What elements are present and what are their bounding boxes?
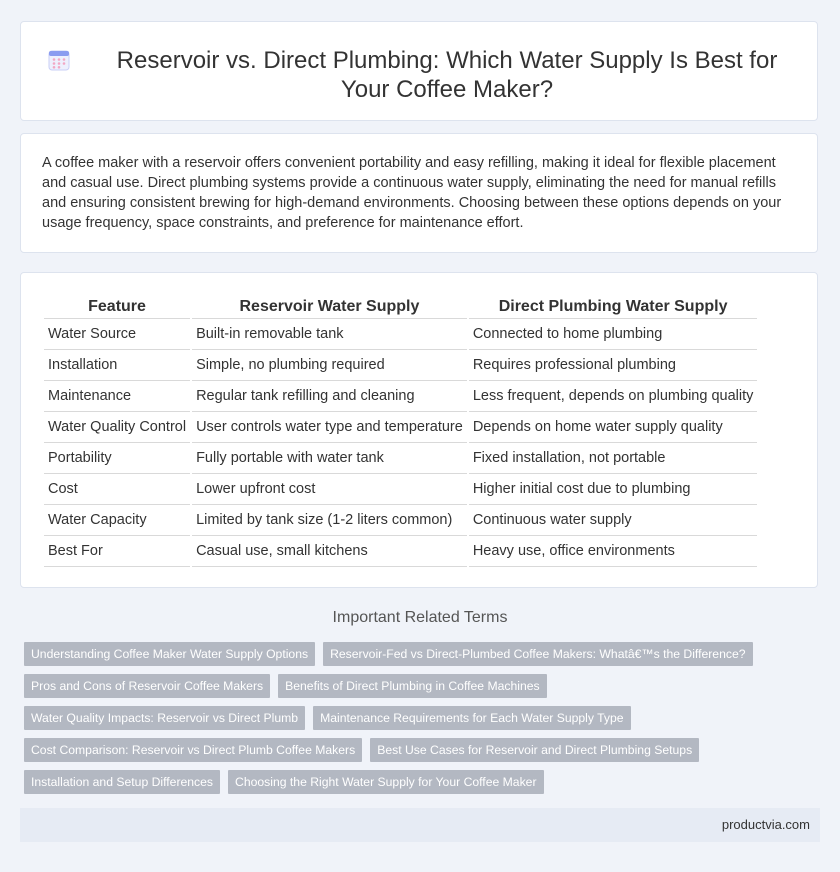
table-cell: User controls water type and temperature bbox=[192, 412, 467, 443]
table-row bbox=[44, 319, 757, 350]
intro-card bbox=[20, 133, 818, 253]
table-cell: Cost bbox=[44, 474, 190, 505]
table-cell: Less frequent, depends on plumbing quality bbox=[469, 381, 758, 412]
table-cell: Heavy use, office environments bbox=[469, 536, 758, 567]
comparison-table-card bbox=[20, 272, 818, 588]
footer bbox=[20, 808, 820, 842]
related-term-link[interactable]: Water Quality Impacts: Reservoir vs Direct Plumb bbox=[24, 706, 305, 730]
table-cell: Casual use, small kitchens bbox=[192, 536, 467, 567]
related-terms-heading: Important Related Terms bbox=[332, 609, 508, 626]
related-term-link[interactable]: Pros and Cons of Reservoir Coffee Makers bbox=[24, 674, 270, 698]
table-header-row bbox=[44, 296, 757, 319]
table-cell: Water Quality Control bbox=[44, 412, 190, 443]
table-cell: Best For bbox=[44, 536, 190, 567]
related-term-link[interactable]: Best Use Cases for Reservoir and Direct Plumbing Setups bbox=[370, 738, 699, 762]
related-term-link[interactable]: Cost Comparison: Reservoir vs Direct Plumb Coffee Makers bbox=[24, 738, 362, 762]
footer-site-name: productvia.com bbox=[721, 817, 810, 832]
table-cell: Continuous water supply bbox=[469, 505, 758, 536]
table-row bbox=[44, 505, 757, 536]
related-term-link[interactable]: Maintenance Requirements for Each Water Supply Type bbox=[313, 706, 631, 730]
table-cell: Maintenance bbox=[44, 381, 190, 412]
calendar-icon bbox=[47, 48, 71, 72]
table-cell: Regular tank refilling and cleaning bbox=[192, 381, 467, 412]
table-cell: Higher initial cost due to plumbing bbox=[469, 474, 758, 505]
table-row bbox=[44, 381, 757, 412]
title-card bbox=[20, 21, 818, 121]
table-cell: Limited by tank size (1-2 liters common) bbox=[192, 505, 467, 536]
comparison-table bbox=[42, 296, 759, 567]
table-row bbox=[44, 412, 757, 443]
table-cell: Lower upfront cost bbox=[192, 474, 467, 505]
intro-paragraph: A coffee maker with a reservoir offers convenient portability and easy refilling, making it ideal for flexible placement and casual use. Direct plumbing systems provide a continuous water supply, eliminating the need for manual refills and ensuring consistent brewing for high-demand environments. Choosing between these options depends on your usage frequency, space constraints, and preference for maintenance effort. bbox=[42, 155, 782, 231]
table-row bbox=[44, 443, 757, 474]
table-row bbox=[44, 474, 757, 505]
column-header-direct-plumbing: Direct Plumbing Water Supply bbox=[469, 296, 758, 319]
table-cell: Water Capacity bbox=[44, 505, 190, 536]
page-title: Reservoir vs. Direct Plumbing: Which Water Supply Is Best for Your Coffee Maker? bbox=[116, 47, 778, 103]
table-cell: Simple, no plumbing required bbox=[192, 350, 467, 381]
table-cell: Water Source bbox=[44, 319, 190, 350]
related-terms-list bbox=[24, 642, 804, 794]
related-term-link[interactable]: Choosing the Right Water Supply for Your Coffee Maker bbox=[228, 770, 543, 794]
table-cell: Requires professional plumbing bbox=[469, 350, 758, 381]
table-cell: Fully portable with water tank bbox=[192, 443, 467, 474]
related-term-link[interactable]: Reservoir-Fed vs Direct-Plumbed Coffee Makers: Whatâ€™s the Difference? bbox=[323, 642, 752, 666]
related-term-link[interactable]: Installation and Setup Differences bbox=[24, 770, 220, 794]
column-header-reservoir: Reservoir Water Supply bbox=[192, 296, 467, 319]
related-term-link[interactable]: Understanding Coffee Maker Water Supply Options bbox=[24, 642, 315, 666]
table-row bbox=[44, 536, 757, 567]
table-cell: Built-in removable tank bbox=[192, 319, 467, 350]
related-term-link[interactable]: Benefits of Direct Plumbing in Coffee Machines bbox=[278, 674, 547, 698]
table-cell: Depends on home water supply quality bbox=[469, 412, 758, 443]
table-cell: Portability bbox=[44, 443, 190, 474]
table-cell: Installation bbox=[44, 350, 190, 381]
table-cell: Fixed installation, not portable bbox=[469, 443, 758, 474]
table-cell: Connected to home plumbing bbox=[469, 319, 758, 350]
table-row bbox=[44, 350, 757, 381]
column-header-feature: Feature bbox=[44, 296, 190, 319]
